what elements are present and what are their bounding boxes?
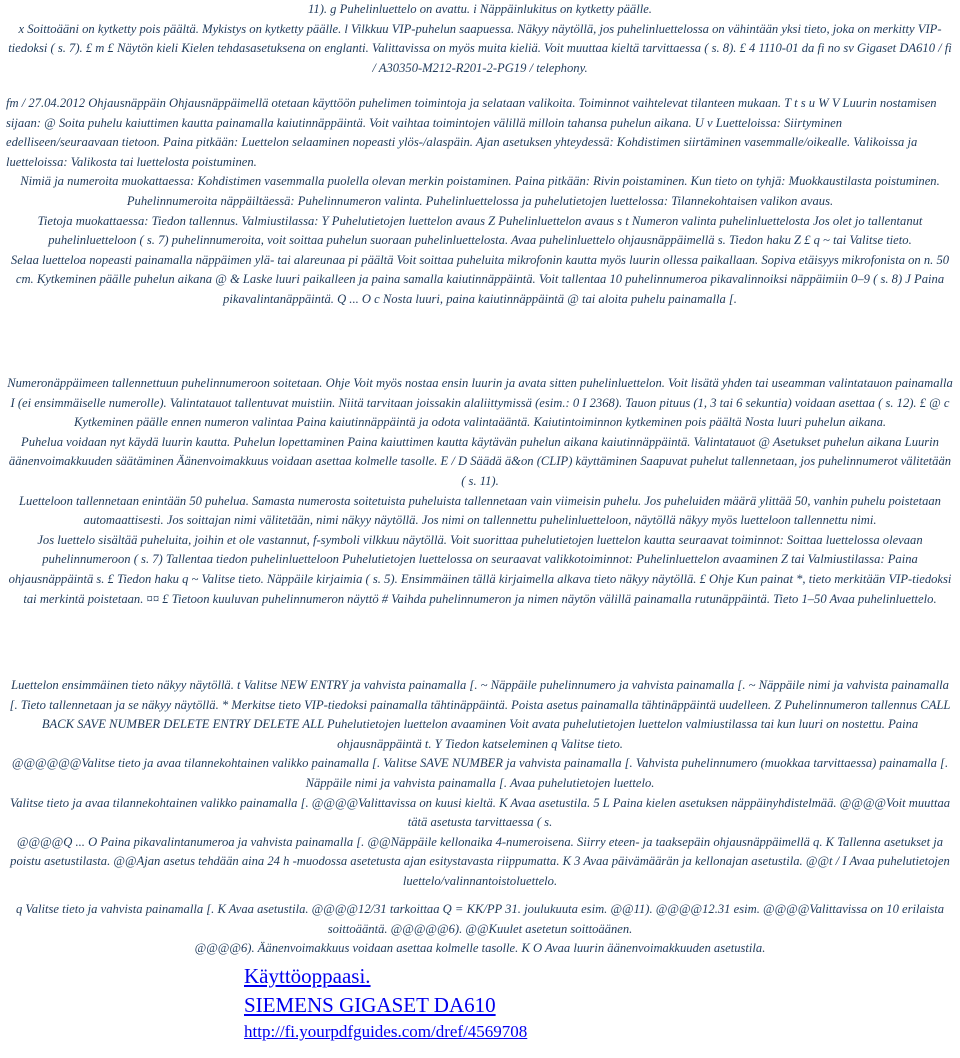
- paragraph: Luettelon ensimmäinen tieto näkyy näytöllä. t Valitse NEW ENTRY ja vahvista painamalla [. ~ Näppäile puhelinnumero ja vahvista painamalla [. ~ Näppäile nimi ja vahvista painamalla [. Tieto tallennetaan ja se näkyy näytöllä. * Merkitse tieto VIP-tiedoksi painamalla tähtinäppäintä. Poista asetus painamalla tähtinäppäintä uudelleen. Z Puhelinnumeron tallennus CALL BACK SAVE NUMBER DELETE ENTRY DELETE ALL Puhelutietojen luettelon avaaminen Voit avata puhelutietojen luettelon valmiustilassa tai kun luuri on nostettu. Paina ohjausnäppäintä t. Y Tiedon katseleminen q Valitse tieto.: [9, 678, 951, 751]
- footer-links: [244, 962, 744, 1043]
- paragraph: Luetteloon tallennetaan enintään 50 puhelua. Samasta numerosta soitetuista puheluista tallennetaan vain viimeisin puhelu. Jos puheluiden määrä ylittää 50, vanhin puhelu poistetaan automaattisesti. Jos soittajan nimi välitetään, nimi näkyy näytöllä. Jos nimi on tallennettu puhelinluetteloon, näytöllä näkyy myös luetteloon tallennettu nimi.: [19, 493, 941, 528]
- paragraph: 11). g Puhelinluettelo on avattu. i Näppäinlukitus on kytketty päälle.: [308, 2, 652, 16]
- paragraph: Valitse tieto ja avaa tilannekohtainen valikko painamalla [. @@@@Valittavissa on kuusi kieltä. K Avaa asetustila. 5 L Paina kielen asetuksen näppäinyhdistelmää. @@@@Voit muuttaa tätä asetusta tarvittaessa ( s.: [9, 795, 951, 830]
- phonebook-section: [6, 676, 954, 892]
- url-link[interactable]: http://fi.yourpdfguides.com/dref/4569708: [244, 1022, 528, 1041]
- product-link[interactable]: SIEMENS GIGASET DA610: [244, 993, 496, 1017]
- control-key-section: [6, 94, 954, 310]
- paragraph: Selaa luetteloa nopeasti painamalla näppäimen ylä- tai alareunaa pi päältä Voit soittaa puheluita mikrofonin kautta myös luurin ollessa paikallaan. Sopiva etäisyys mikrofonista on n. 50 cm. Kytkeminen päälle puhelun aikana @ & Laske luuri paikalleen ja paina samalla kaiutinnäppäintä. Voit tallentaa 10 puhelinnumeroa pikavalinnoiksi näppäimiin 0–9 ( s. 8) J Paina pikavalintanäppäintä. Q ... O c Nosta luuri, paina kaiutinnäppäintä @ tai aloita puhelu painamalla [.: [10, 252, 950, 306]
- paragraph: Puhelua voidaan nyt käydä luurin kautta. Puhelun lopettaminen Paina kaiuttimen kautta käytävän puhelun aikana kaiutinnäppäintä. Valintatauot @ Asetukset puhelun aikana Luurin äänenvoimakkuuden säätäminen Äänenvoimakkuus voidaan asettaa kolmelle tasolle. E / D Säädä ä&on (CLIP) käyttäminen Saapuvat puhelut tallennetaan, jos puhelinnumerot välitetään ( s. 11).: [8, 434, 952, 488]
- paragraph: fm / 27.04.2012 Ohjausnäppäin Ohjausnäppäimellä otetaan käyttöön puhelimen toimintoja ja selataan valikoita. Toiminnot vaihtelevat tilanteen mukaan. T t s u W V Luurin nostamisen sijaan: @ Soita puhelu kaiuttimen kautta painamalla kaiutinnäppäintä. Voit vaihtaa toimintojen välillä milloin tahansa puhelun aikana. U v Luetteloissa: Siirtyminen edelliseen/seuraavaan tietoon. Paina pitkään: Luettelon selaaminen nopeasti ylös-/alaspäin. Ajan asetuksen yhteydessä: Kohdistimen siirtäminen vasemmalle/oikealle. Valikoissa ja luetteloissa: Valikosta tai luettelosta poistuminen.: [6, 96, 937, 169]
- paragraph: x Soittoääni on kytketty pois päältä. Mykistys on kytketty päälle. l Vilkkuu VIP-puhelun saapuessa. Näkyy näytöllä, jos puhelinluettelossa on vähintään yksi tieto, joka on merkitty VIP-tiedoksi ( s. 7). £ m £ Näytön kieli Kielen tehdasasetuksena on englanti. Valittavissa on myös muita kieliä. Voit muuttaa kieltä tarvittaessa ( s. 8). £ 4 1110-01 da fi no sv Gigaset DA610 / fi / A30350-M212-R201-2-PG19 / telephony.: [8, 21, 952, 75]
- settings-section: [6, 900, 954, 959]
- paragraph: Numeronäppäimeen tallennettuun puhelinnumeroon soitetaan. Ohje Voit myös nostaa ensin luurin ja avata sitten puhelinluettelon. Voit lisätä yhden tai useamman valintatauon painamalla I (ei ensimmäiselle numerolle). Valintatauot tallentuvat muistiin. Niitä tarvitaan joissakin alaliittymissä (esim.: 0 I 2368). Tauon pituus (1, 3 tai 6 sekuntia) voidaan asettaa ( s. 12). £ @ c Kytkeminen päälle ennen numeron valintaa Paina kaiutinnäppäintä ja odota valintaääntä. Kaiutintoiminnon kytkeminen pois päältä Nosta luuri puhelun aikana.: [7, 376, 953, 430]
- manuals-link[interactable]: Käyttöoppaasi.: [244, 964, 371, 988]
- paragraph: Nimiä ja numeroita muokattaessa: Kohdistimen vasemmalla puolella olevan merkin poistaminen. Paina pitkään: Rivin poistaminen. Kun tieto on tyhjä: Muokkaustilasta poistuminen. Puhelinnumeroita näppäiltäessä: Puhelinnumeron valinta. Puhelinluettelossa ja puhelutietojen luettelossa: Tilannekohtaisen valikon avaus.: [20, 174, 940, 208]
- calling-section: [6, 374, 954, 609]
- paragraph: @@@@6). Äänenvoimakkuus voidaan asettaa kolmelle tasolle. K O Avaa luurin äänenvoimakkuuden asetustila.: [194, 941, 766, 956]
- paragraph: @@@@@@Valitse tieto ja avaa tilannekohtainen valikko painamalla [. Valitse SAVE NUMBER ja vahvista painamalla [. Vahvista puhelinnumero (muokkaa tarvittaessa) painamalla [. Näppäile nimi ja vahvista painamalla [. Avaa puhelutietojen luettelo.: [11, 756, 949, 790]
- paragraph: q Valitse tieto ja vahvista painamalla [. K Avaa asetustila. @@@@12/31 tarkoittaa Q = KK/PP 31. joulukuuta esim. @@11). @@@@12.31 esim. @@@@Valittavissa on 10 erilaista soittoääntä. @@@@@6). @@Kuulet asetetun soittoäänen.: [15, 902, 945, 936]
- paragraph: Tietoja muokattaessa: Tiedon tallennus. Valmiustilassa: Y Puhelutietojen luettelon avaus Z Puhelinluettelon avaus s t Numeron valinta puhelinluettelosta Jos olet jo tallentanut puhelinluetteloon ( s. 7) puhelinnumeroita, voit soittaa puhelun suoraan puhelinluettelosta. Avaa puhelinluettelo ohjausnäppäimellä s. Tiedon haku Z £ q ~ tai Valitse tieto.: [37, 213, 923, 248]
- paragraph: Jos luettelo sisältää puheluita, joihin et ole vastannut, f-symboli vilkkuu näytöllä. Voit suorittaa puhelutietojen luettelon kautta seuraavat toiminnot: Soittaa luettelossa olevaan puhelinnumeroon ( s. 7) Tallentaa tiedon puhelinluetteloon Puhelutietojen luettelossa on seuraavat valikkotoiminnot: Puhelinluettelon avaaminen Z tai Valmiustilassa: Paina ohjausnäppäintä s. £ Tiedon haku q ~ Valitse tieto. Näppäile kirjaimia ( s. 5). Ensimmäinen tällä kirjaimella alkava tieto näkyy näytöllä. £ Ohje Kun painat *, tieto merkitään VIP-tiedoksi tai merkintä poistetaan. ¤¤ £ Tietoon kuuluvan puhelinnumeron näyttö # Vaihda puhelinnumeron ja nimen näytön välillä painamalla rutunäppäintä. Tieto 1–50 Avaa puhelinluettelo.: [8, 532, 952, 606]
- paragraph: @@@@Q ... O Paina pikavalintanumeroa ja vahvista painamalla [. @@Näppäile kellonaika 4-numeroisena. Siirry eteen- ja taaksepäin ohjausnäppäimellä q. K Tallenna asetukset ja poistu asetustilasta. @@Ajan asetus tehdään aina 24 h -muodossa asetetusta ajan esitystavasta riippumatta. K 3 Avaa päivämäärän ja kellonajan asetustila. @@t / I Avaa puhelutietojen luettelo/valinnantoistoluettelo.: [10, 834, 950, 888]
- status-icons-section: [8, 0, 952, 78]
